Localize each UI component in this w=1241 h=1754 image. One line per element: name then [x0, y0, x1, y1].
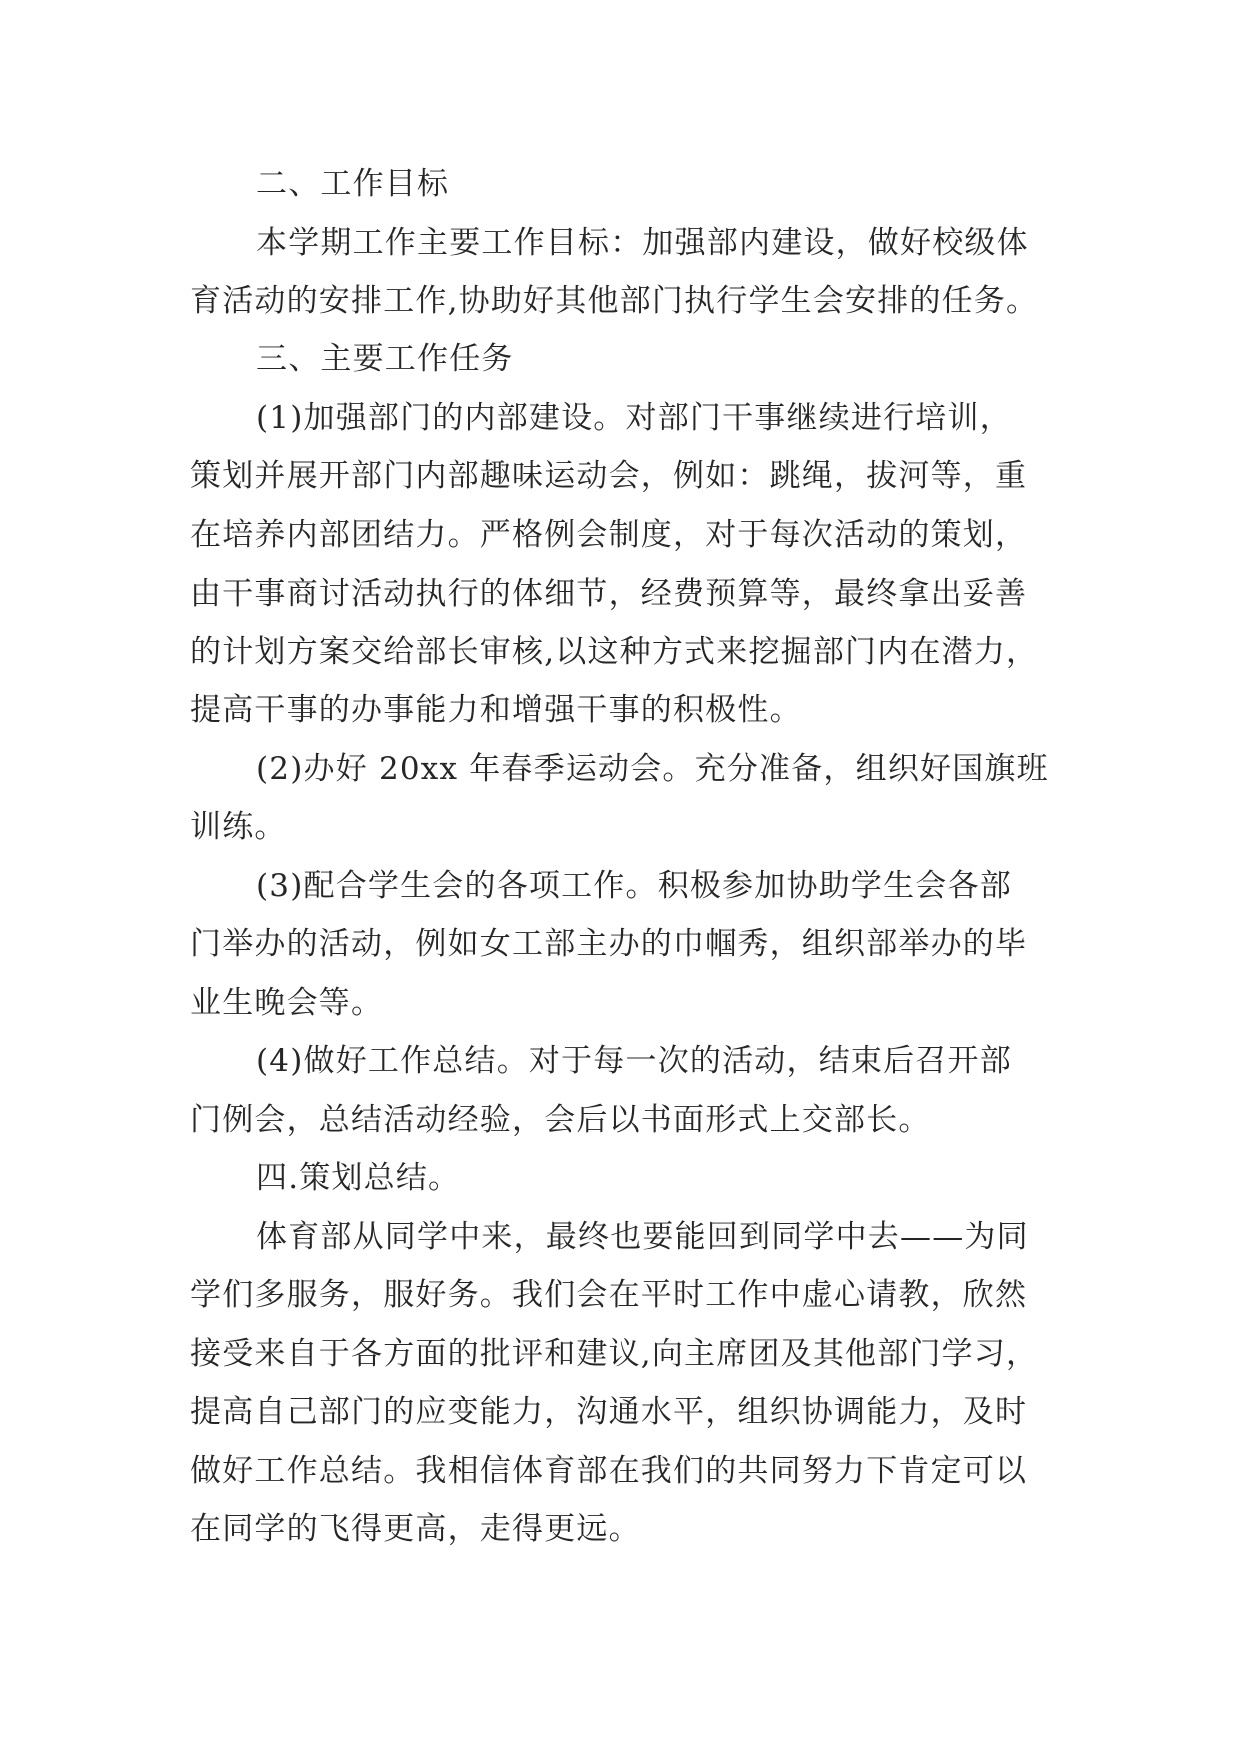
paragraph-line: 体育部从同学中来，最终也要能回到同学中去——为同 [256, 1219, 1029, 1255]
task-item-line: 的计划方案交给部长审核,以这种方式来挖掘部门内在潜力， [190, 634, 1039, 670]
paragraph-line: 做好工作总结。我相信体育部在我们的共同努力下肯定可以 [190, 1453, 1028, 1489]
section-heading-summary: 四.策划总结。 [256, 1160, 461, 1196]
paragraph-line: 学们多服务，服好务。我们会在平时工作中虚心请教，欣然 [190, 1277, 1028, 1313]
section-heading-work-goals: 二、工作目标 [256, 166, 450, 202]
task-item-line: 训练。 [190, 809, 287, 845]
paragraph-line: 接受来自于各方面的批评和建议,向主席团及其他部门学习， [190, 1336, 1039, 1372]
task-item-line: (3)配合学生会的各项工作。积极参加协助学生会各部 [256, 868, 1012, 904]
paragraph-line: 育活动的安排工作,协助好其他部门执行学生会安排的任务。 [190, 283, 1039, 319]
task-item-line: 业生晚会等。 [190, 985, 384, 1021]
section-heading-main-tasks: 三、主要工作任务 [256, 341, 514, 377]
paragraph-line: 提高自己部门的应变能力，沟通水平，组织协调能力，及时 [190, 1394, 1028, 1430]
task-item-line: 策划并展开部门内部趣味运动会，例如：跳绳，拔河等，重 [190, 458, 1028, 494]
paragraph-line: 在同学的飞得更高，走得更远。 [190, 1511, 641, 1547]
task-item-line: (2)办好 20xx 年春季运动会。充分准备，组织好国旗班 [256, 751, 1049, 787]
task-item-line: (1)加强部门的内部建设。对部门干事继续进行培训， [256, 400, 1012, 436]
task-item-line: (4)做好工作总结。对于每一次的活动，结束后召开部 [256, 1043, 1012, 1079]
task-item-line: 门例会，总结活动经验，会后以书面形式上交部长。 [190, 1102, 931, 1138]
task-item-line: 门举办的活动，例如女工部主办的巾帼秀，组织部举办的毕 [190, 926, 1028, 962]
paragraph-line: 本学期工作主要工作目标：加强部内建设，做好校级体 [256, 225, 1029, 261]
task-item-line: 在培养内部团结力。严格例会制度，对于每次活动的策划， [190, 517, 1028, 553]
task-item-line: 提高干事的办事能力和增强干事的积极性。 [190, 692, 802, 728]
task-item-line: 由干事商讨活动执行的体细节，经费预算等，最终拿出妥善 [190, 576, 1028, 612]
